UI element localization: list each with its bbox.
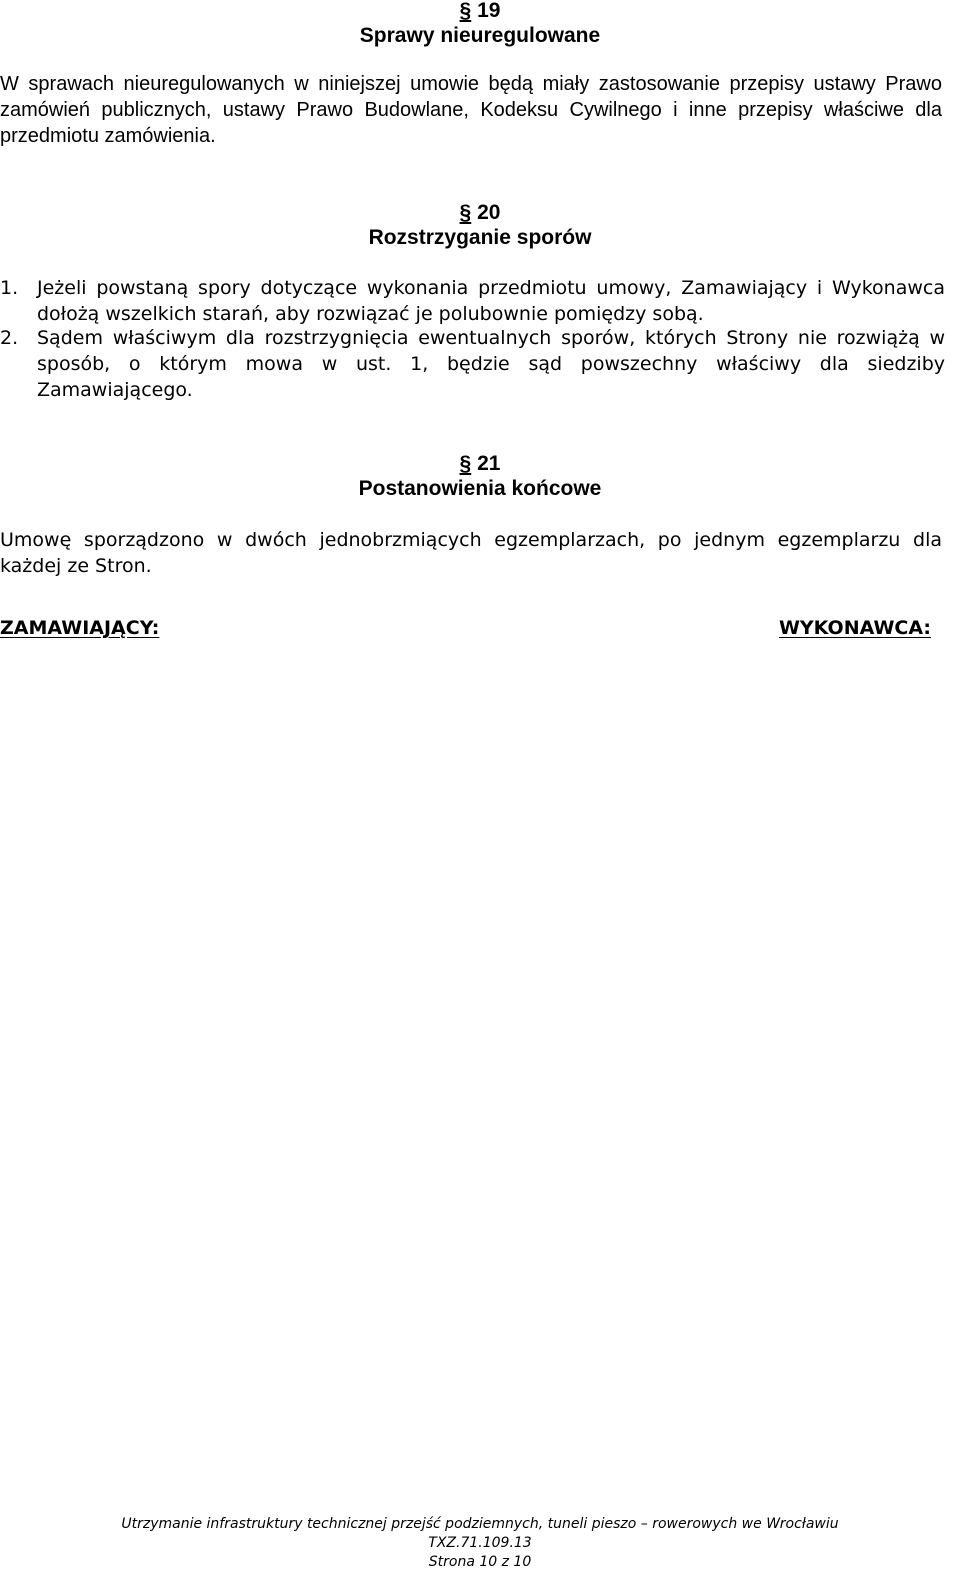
footer-reference: TXZ.71.109.13 — [428, 1535, 532, 1551]
footer-page-number: Strona 10 z 10 — [428, 1554, 532, 1570]
section-21-title: Postanowienia końcowe — [358, 477, 602, 500]
section-symbol: § — [459, 201, 472, 224]
signature-contracting-party: ZAMAWIAJĄCY: — [0, 617, 160, 639]
section-symbol: § — [459, 0, 472, 22]
item-number: 2. — [0, 327, 19, 349]
section-19-heading — [0, 0, 960, 24]
item-text: Sądem właściwym dla rozstrzygnięcia ewentualnych sporów, których Strony nie rozwiążą w sposób, o którym mowa w ust. 1, będzie sąd powszechny właściwy dla siedziby Zamawiającego. — [37, 327, 945, 401]
section-number: 21 — [477, 452, 501, 475]
signature-contractor: WYKONAWCA: — [778, 617, 931, 639]
section-19-text: W sprawach nieuregulowanych w niniejszej umowie będą miały zastosowanie przepisy ustawy Prawo zamówień publicznych, ustawy Prawo Budowlane, Kodeksu Cywilnego i inne przepisy właściwe dla przedmiotu zamówienia. — [0, 73, 942, 147]
footer-title: Utrzymanie infrastruktury technicznej przejść podziemnych, tuneli pieszo – rowerowych we Wrocławiu — [121, 1516, 839, 1532]
section-21-text: Umowę sporządzono w dwóch jednobrzmiących egzemplarzach, po jednym egzemplarzu dla każdej ze Stron. — [0, 529, 942, 577]
section-19-title: Sprawy nieuregulowane — [359, 24, 601, 47]
section-21-heading — [0, 451, 960, 477]
section-number: 20 — [477, 201, 501, 224]
item-number: 1. — [0, 277, 19, 299]
section-symbol: § — [459, 452, 472, 475]
list-item — [0, 325, 945, 403]
section-20-heading — [0, 200, 960, 226]
section-20-title: Rozstrzyganie sporów — [368, 226, 592, 249]
section-number: 19 — [477, 0, 501, 22]
list-item — [0, 275, 945, 327]
item-text: Jeżeli powstaną spory dotyczące wykonania przedmiotu umowy, Zamawiający i Wykonawca dołożą wszelkich starań, aby rozwiązać je polubownie pomiędzy sobą. — [37, 277, 945, 325]
